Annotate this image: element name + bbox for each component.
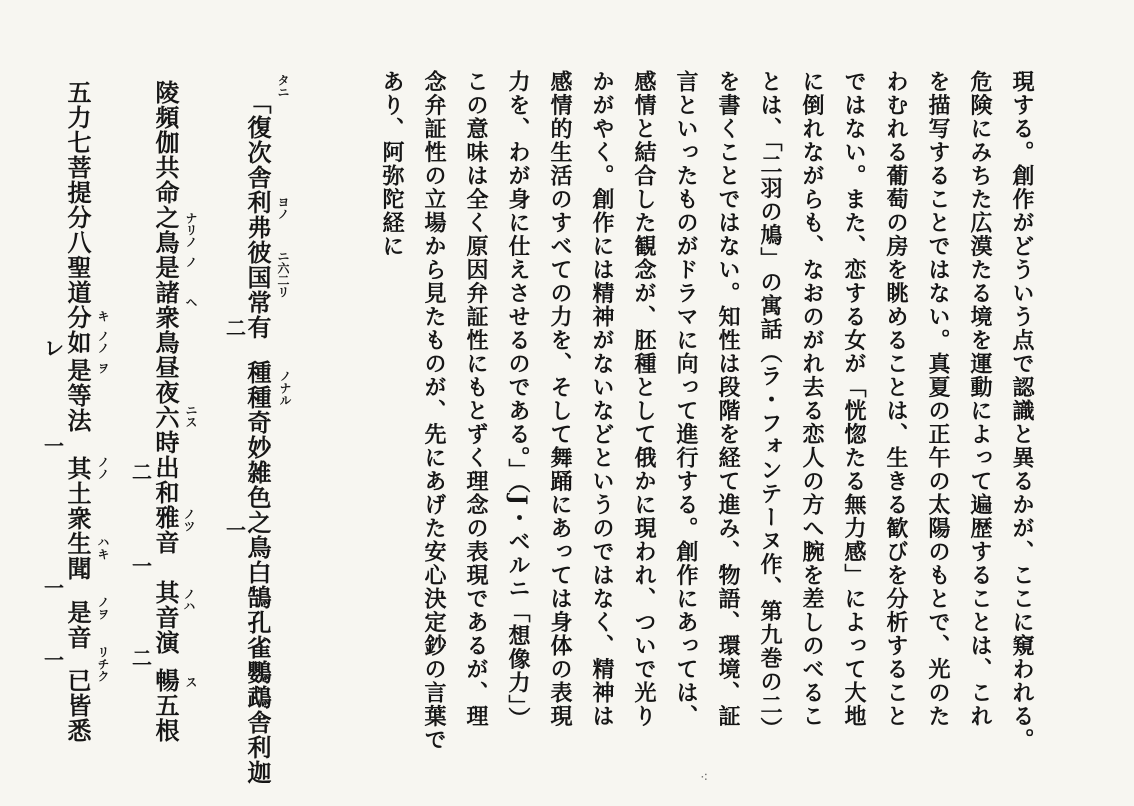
prose-column: 危険にみちた広漠たる境を運動によって遍歴することは、これ [967, 70, 993, 728]
sutra-column: 和雅音 [151, 480, 180, 555]
furigana: ノヲ [96, 596, 110, 620]
prose-column: 感情的生活のすべての力を、そして舞踊にあっては身体の表現 [547, 70, 573, 728]
furigana: ノノ [96, 456, 110, 480]
kaeriten-mark: 二 [132, 646, 152, 670]
kaeriten-mark: 二 [132, 460, 152, 484]
sutra-column: 「復次舎利弗彼国常有 [243, 90, 272, 340]
furigana: ノノ [96, 330, 110, 354]
print-speck: ⁖ [700, 770, 709, 786]
prose-column: この意味は全く原因弁証性にもとずく理念の表現であるが、理 [463, 70, 489, 728]
prose-column: 念弁証性の立場から見たものが、先にあげた安心決定鈔の言葉で [421, 70, 447, 752]
furigana: ヘ [184, 296, 198, 308]
sutra-column: 是音 [63, 600, 92, 650]
furigana: ヲ [96, 362, 110, 374]
furigana: ニ六二リ [276, 250, 290, 298]
kaeriten-mark: 一 [44, 434, 64, 458]
prose-column: に倒れながらも、なおのがれ去る恋人の方へ腕を差しのべるこ [799, 70, 825, 728]
furigana: ノハ [182, 588, 196, 612]
furigana: ノナル [278, 370, 292, 406]
prose-column: わむれる葡萄の房を眺めることは、生きる歓びを分析すること [883, 70, 909, 728]
prose-column: ではない。また、恋する女が「恍惚たる無力感」によって大地 [841, 70, 867, 728]
furigana: ノツ [182, 508, 196, 532]
prose-column: 現する。創作がどういう点で認識と異るかが、ここに窺われる。 [1009, 70, 1035, 752]
prose-column: かがやく。創作には精神がないなどというのではなく、精神は [589, 70, 615, 728]
sutra-column: 其土衆生聞 [63, 456, 92, 581]
sutra-column: 種種奇妙雑色之鳥白鵠孔雀鸚鵡舎利迦 [243, 360, 272, 785]
furigana: ハキ [96, 536, 110, 560]
furigana: ヨノ [276, 196, 290, 220]
furigana: ス [184, 676, 198, 688]
sutra-column: 五力七菩提分八聖道分如 [63, 80, 92, 355]
prose-column: 感情と結合した観念が、胚種として俄かに現われ、ついで光り [631, 70, 657, 728]
furigana: キ [96, 310, 110, 322]
furigana: ニス [184, 404, 198, 428]
kaeriten-mark: 一 [132, 554, 152, 578]
kaeriten-mark: 二 [226, 316, 246, 340]
furigana: ノ [184, 256, 198, 268]
prose-column: を書くことではない。知性は段階を経て進み、物語、環境、証 [715, 70, 741, 728]
sutra-column: 陵頻伽共命之鳥是諸衆鳥昼夜六時出 [151, 80, 180, 480]
prose-column: あり、阿弥陀経に [379, 70, 405, 258]
sutra-column: 是等法 [63, 358, 92, 433]
sutra-column: 其音演 [151, 580, 180, 655]
prose-column: を描写することではない。真夏の正午の太陽のもとで、光のた [925, 70, 951, 728]
kaeriten-mark: 一 [226, 518, 246, 542]
kaeriten-mark: レ [44, 336, 64, 360]
kaeriten-mark: 一 [44, 576, 64, 600]
prose-column: 言といったものがドラマに向って進行する。創作にあっては、 [673, 70, 699, 728]
furigana: リチク [96, 646, 110, 682]
furigana: タニ [276, 74, 290, 98]
furigana: ナリノ [184, 212, 198, 248]
sutra-column: 暢五根 [151, 668, 180, 743]
kaeriten-mark: 一 [44, 648, 64, 672]
prose-column: とは、「二羽の鳩」の寓話（ラ・フォンテーヌ作、第九巻の二） [757, 70, 783, 741]
sutra-column: 已皆悉 [63, 668, 92, 743]
prose-column: 力を、わが身に仕えさせるのである。」（J・ベルニ「想像力」） [505, 70, 531, 731]
